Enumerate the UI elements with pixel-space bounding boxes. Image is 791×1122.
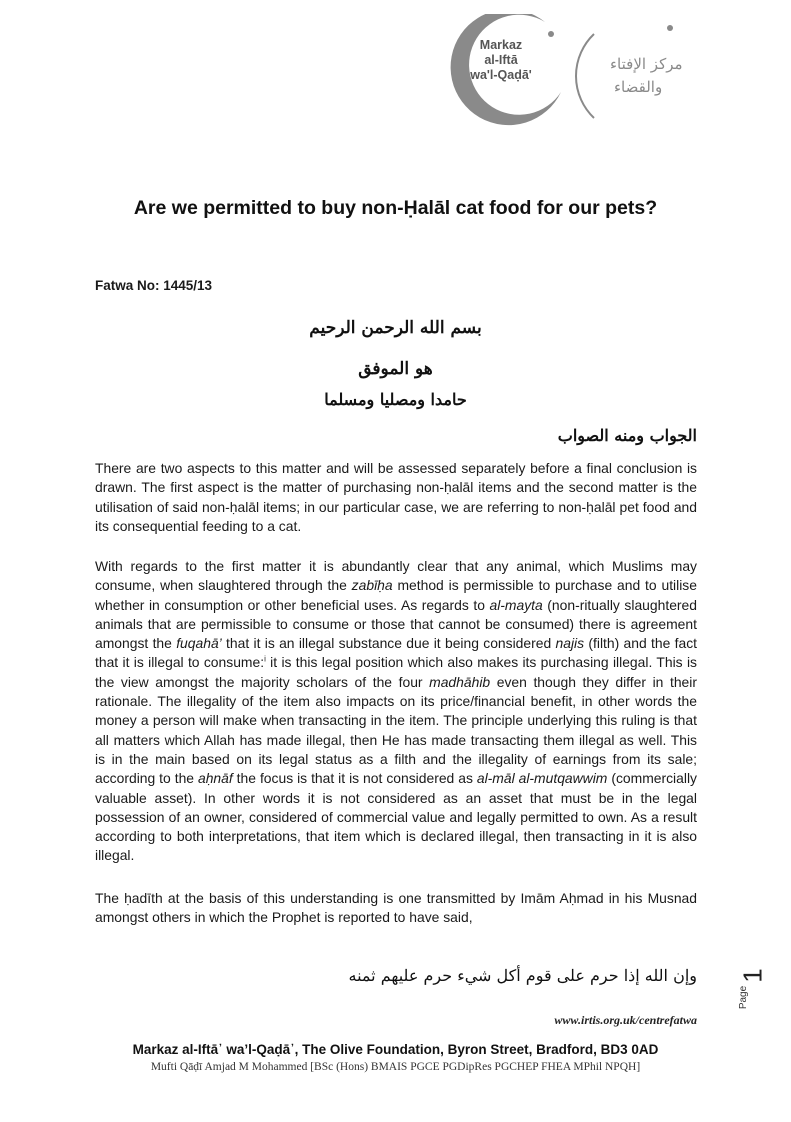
paragraph-3: The ḥadīth at the basis of this understanding is one transmitted by Imām Aḥmad in his Musnad amongst others in which the Prophet is reported to have said, <box>95 890 697 926</box>
svg-text:والقضاء: والقضاء <box>614 78 663 96</box>
arabic-line-3: حامدا ومصليا ومسلما <box>324 390 467 409</box>
page-number: 1 <box>737 968 768 983</box>
paragraph-2: With regards to the first matter it is abundantly clear that any animal, which Muslims may consume, when slaughtered through the zabīḥa method is permissible to purchase and to utilise whether in consumption or other beneficial uses. As regards to al-mayta (non-ritually slaughtered animals that are permissible to consume or those that cannot be consumed) there is agreement amongst the fuqahā’ that it is an illegal substance due it being considered najis (filth) and the fact that it is illegal to consume:$^i$ it is this legal position which also makes its purchasing illegal. This is the view amongst the majority scholars of the four madhāhib even though they differ in their rationale. The illegality of the item also impacts on its price/financial benefit, in other words the money a person will make when transacting in the item. The principle underlying this ruling is that all matters which Allah has made illegal, then He has made transacting them illegal as well. This is in the main based on its legal status as a filth and the illegality of earnings from its sale; according to the aḥnāf the focus is that it is not considered as al-māl al-mutqawwim (commercially valuable asset). In other words it is not considered as an asset that must be in the legal possession of an owner, considered of commercial value and legally permitted to own. As a result according to both interpretations, that item which is declared illegal, then transacting in it is also illegal. <box>95 558 698 864</box>
footer-credentials: Mufti Qāḍī Amjad M Mohammed [BSc (Hons) BMAIS PGCE PGDipRes PGCHEP FHEA MPhil NPQH] <box>150 1061 641 1073</box>
term-madhahib: madhāhib <box>429 673 491 690</box>
footnote-ref[interactable]: i <box>264 654 266 664</box>
term-najis: najis <box>555 635 585 652</box>
term-ahnaf: aḥnāf <box>197 770 233 787</box>
hadith-quote: وإن الله إذا حرم على قوم أكل شيء حرم عليهم ثمنه <box>348 966 697 985</box>
page-label: Page <box>738 985 750 1010</box>
logo-line-2: al-Iftā <box>484 53 518 67</box>
crescent-logo-right <box>570 14 692 136</box>
logo-line-3: wa'l-Qaḍā' <box>470 68 532 82</box>
website-link[interactable]: www.irtis.org.uk/centrefatwa <box>554 1013 697 1027</box>
logo-text <box>466 38 536 83</box>
basmala: بسم الله الرحمن الرحيم <box>309 318 482 338</box>
fatwa-number: Fatwa No: 1445/13 <box>95 278 213 293</box>
arabic-line-4: الجواب ومنه الصواب <box>557 426 697 445</box>
term-zabiha: zabīḥa <box>351 577 393 594</box>
term-fuqaha: fuqahā’ <box>176 635 222 652</box>
logo-line-1: Markaz <box>479 38 523 52</box>
footer-address: Markaz al-Iftā᾽ wa’l-Qaḍā᾽, The Olive Foundation, Byron Street, Bradford, BD3 0AD <box>132 1042 659 1057</box>
organization-logo <box>440 12 710 137</box>
arabic-line-2: هو الموفق <box>358 359 433 379</box>
page-number-block <box>738 960 768 1020</box>
term-mayta: al-mayta <box>489 596 543 613</box>
logo-arabic-text: مركز الإفتاء <box>610 55 683 73</box>
paragraph-1: There are two aspects to this matter and will be assessed separately before a final conclusion is drawn. The first aspect is the matter of purchasing non-ḥalāl items and the second matter is the utilisation of said non-ḥalāl items; in our particular case, we are referring to non-ḥalāl pet food and its consequential feeding to a cat. <box>95 460 697 534</box>
page-title: Are we permitted to buy non-Ḥalāl cat food for our pets? <box>133 197 658 219</box>
term-almal: al-māl al-mutqawwim <box>476 770 608 787</box>
